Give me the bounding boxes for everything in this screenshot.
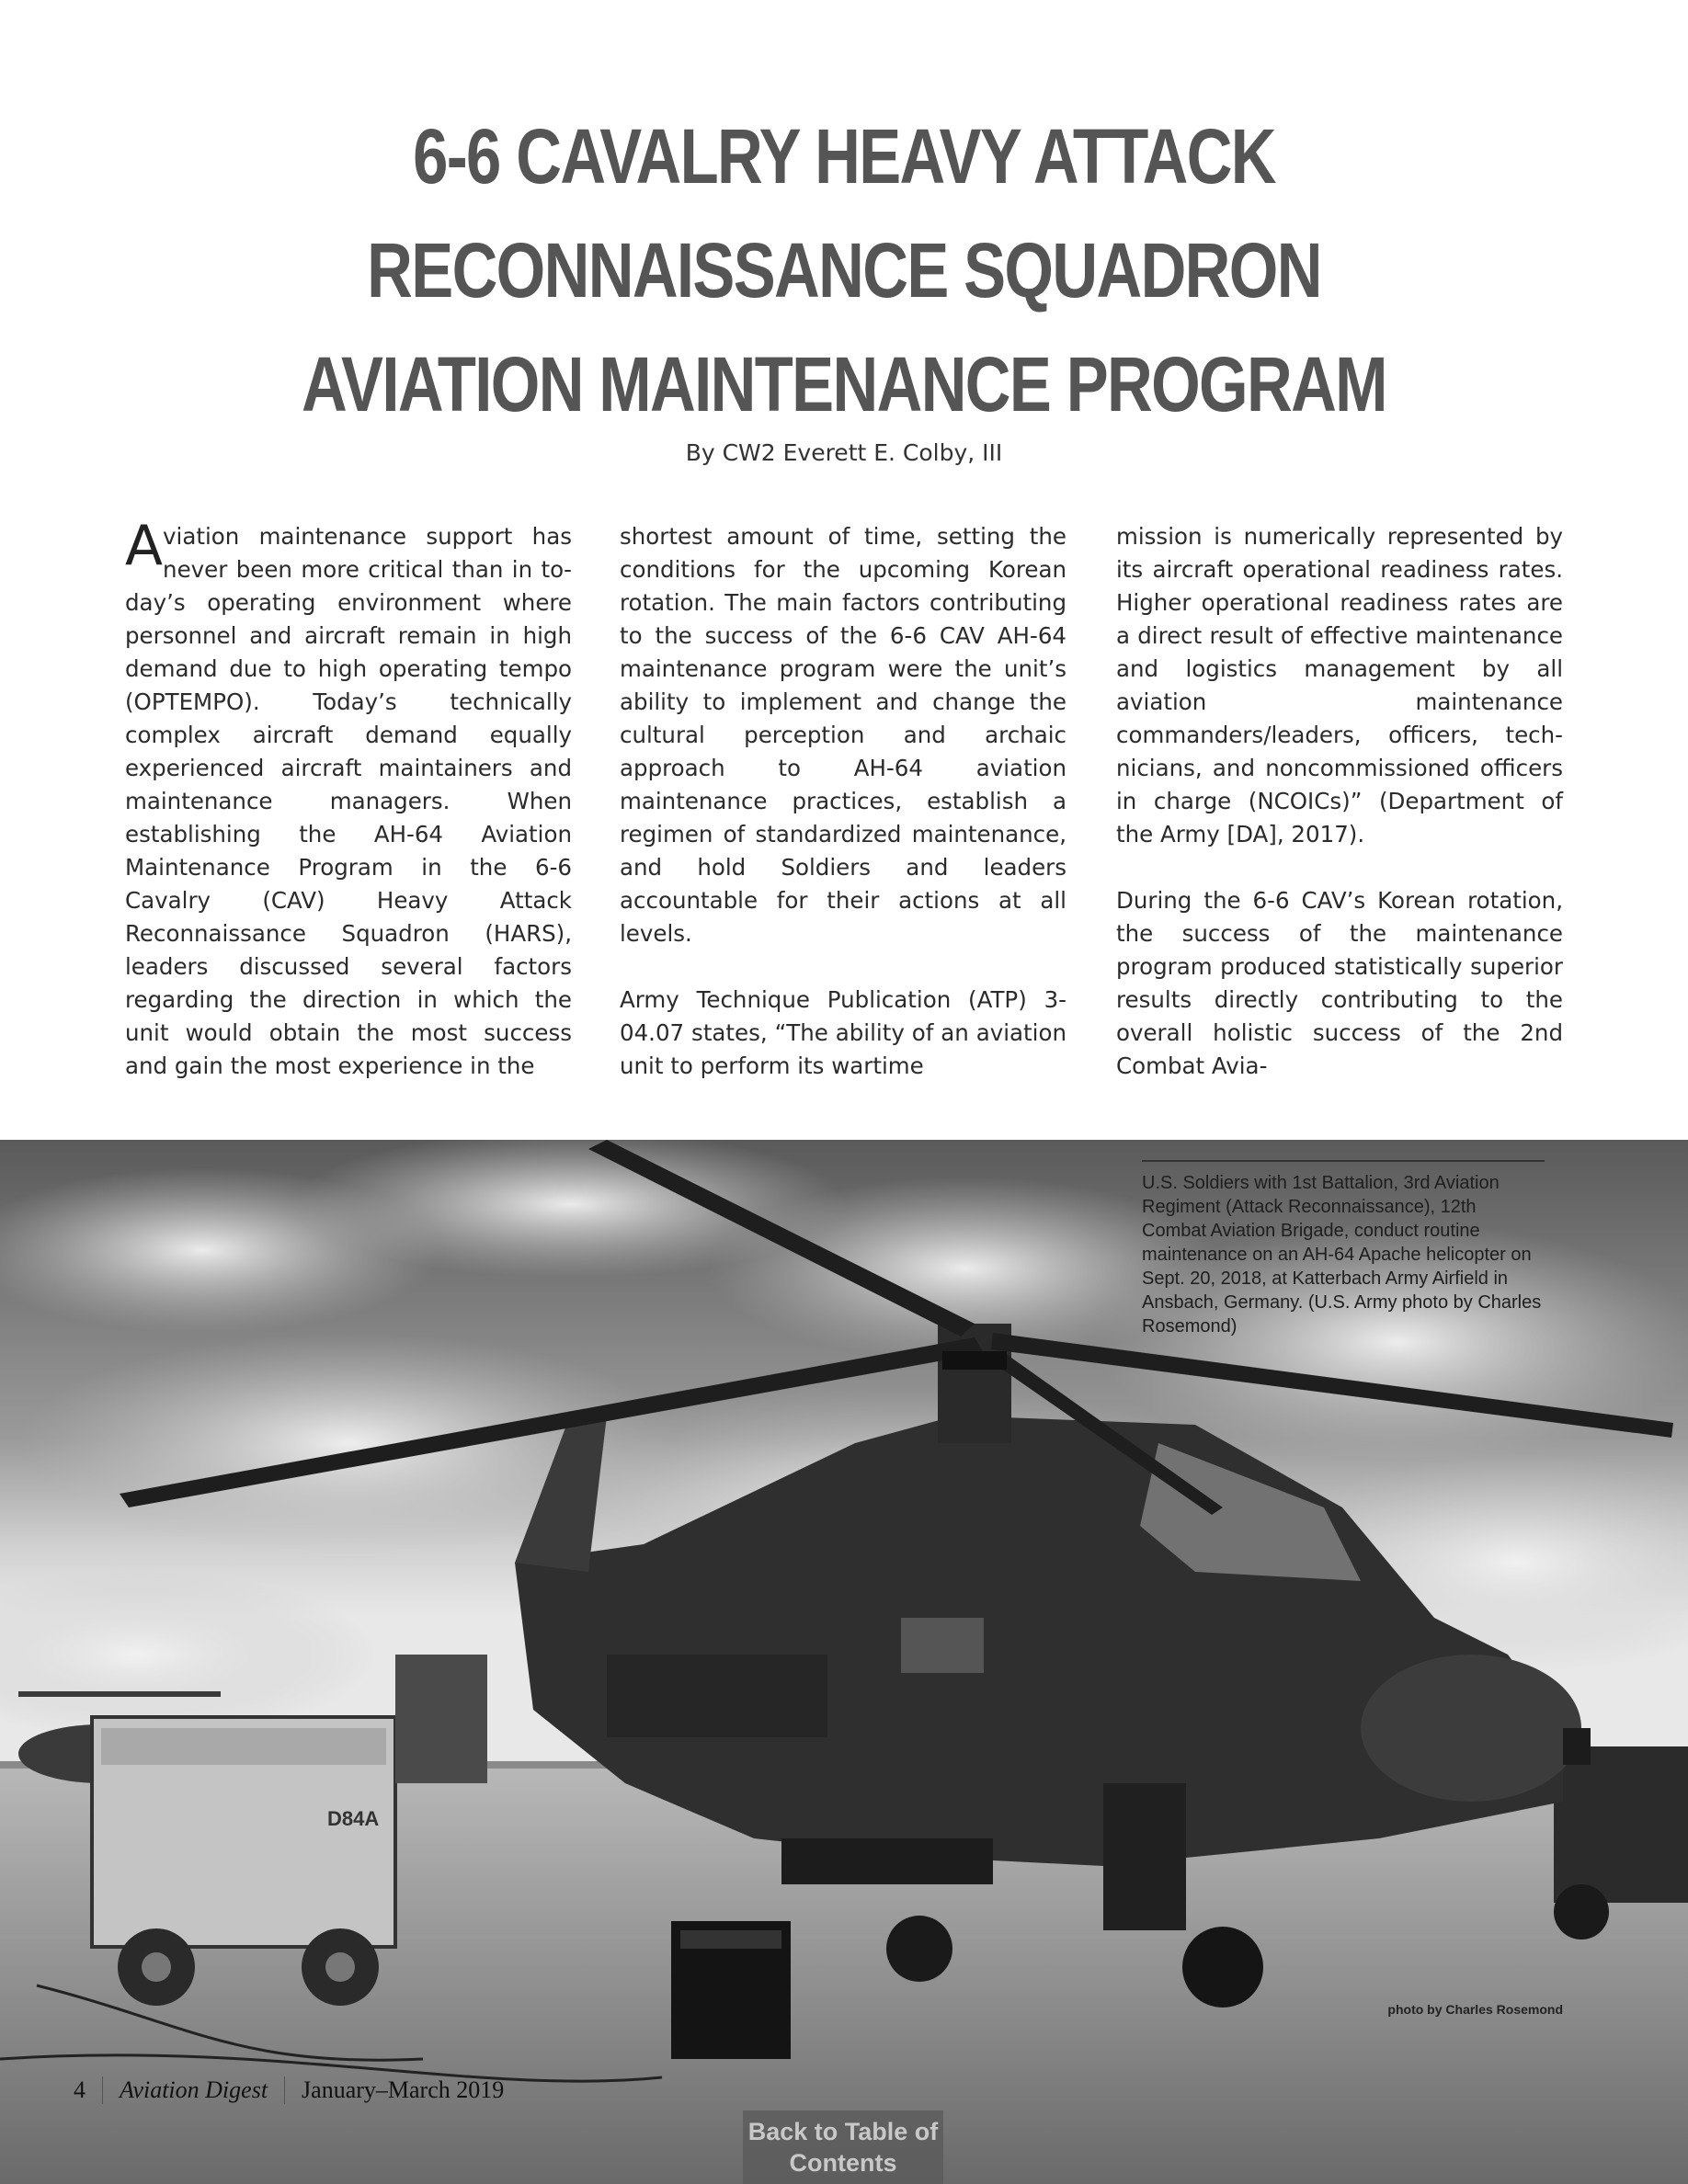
paragraph: During the 6-6 CAV’s Korean rotation, the success of the maintenance program produced statistically superior results directly contributing to the overall holistic success of the 2nd Combat Avia-: [1116, 887, 1563, 1079]
drop-cap: A: [125, 514, 164, 578]
paragraph: mission is numerically represented by its aircraft operational readiness rates. Higher operational readiness rates are a direct result of effective maintenance and logistics management by all aviation maintenance commanders/leaders, officers, technicians, and noncommissioned officers in charge (NCOICs)” (Department of the Army [DA], 2017).: [1116, 523, 1563, 847]
cart-label: D84A: [327, 1807, 380, 1830]
paragraph-text: viation maintenance support has never been more critical than in today’s operating environment where personnel and aircraft remain in high demand due to high operating tempo (OPTEMPO). Today’s technically complex aircraft demand equally experienced aircraft maintainers and maintenance managers. When establishing the AH-64 Aviation Maintenance Program in the 6-6 Cavalry (CAV) Heavy Attack Reconnaissance Squadron (HARS), leaders discussed several factors regarding the direction in which the unit would obtain the most success and gain the most experience in the: [125, 523, 572, 1079]
page-footer: [74, 2072, 504, 2109]
article-title: 6-6 CAVALRY HEAVY ATTACK RECONNAISSANCE SQUADRON AVIATION MAINTENANCE PROGRAM: [302, 113, 1386, 427]
page-number: 4: [74, 2076, 86, 2103]
photo-caption: U.S. Soldiers with 1st Battalion, 3rd Aviation Regiment (Attack Reconnaissance), 12th Combat Aviation Brigade, conduct routine maintenance on an AH-64 Apache helicopter on Sept. 20, 2018, at Katterbach Army Airfield in Ansbach, Germany. (U.S. Army photo by Charles Rosemond): [1142, 1160, 1545, 1338]
text-column-3: [1116, 520, 1563, 1083]
paragraph: shortest amount of time, setting the conditions for the upcoming Korean rotation. The main factors contributing to the success of the 6-6 CAV AH-64 maintenance program were the unit’s ability to implement and change the cultural perception and archaic approach to AH-64 aviation maintenance practices, establish a regimen of standardized maintenance, and hold Soldiers and leaders accountable for their actions at all levels.: [620, 523, 1066, 947]
back-to-toc-button[interactable]: Back to Table of Contents: [743, 2110, 943, 2184]
publication-name: Aviation Digest: [120, 2076, 268, 2103]
paragraph: Army Technique Publication (ATP) 3-04.07 states, “The ability of an aviation unit to perform its wartime: [620, 986, 1066, 1079]
photo-credit: photo by Charles Rosemond: [1387, 2002, 1563, 2017]
paragraph: [125, 514, 572, 1083]
divider: [102, 2076, 103, 2104]
toolbox: [671, 1921, 791, 2059]
text-column-1: [125, 514, 572, 1083]
divider: [284, 2076, 285, 2104]
issue-date: January–March 2019: [302, 2076, 505, 2103]
byline: By CW2 Everett E. Colby, III: [685, 439, 1003, 466]
text-column-2: [620, 520, 1066, 1083]
